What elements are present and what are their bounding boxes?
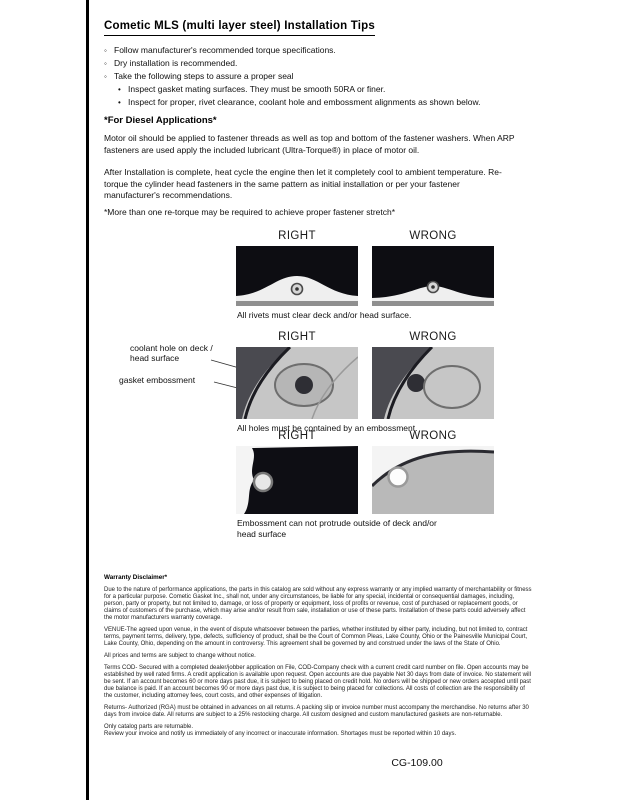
left-margin-rule [86, 0, 89, 800]
page-code: CG-109.00 [391, 757, 443, 769]
warranty-disclaimer-heading: Warranty Disclaimer* [104, 574, 168, 581]
bullet-text: Dry installation is recommended. [114, 58, 238, 68]
dot-bullet-icon: • [118, 98, 121, 107]
legal-paragraph: Review your invoice and notify us immediately of any incorrect or inaccurate information. Shortages must be reported within 10 days. [104, 731, 457, 737]
list-item [104, 70, 480, 83]
hole-not-contained-illustration [372, 347, 494, 419]
figure1-right-label: RIGHT [278, 230, 316, 242]
legal-paragraph: All prices and terms are subject to change without notice. [104, 653, 256, 659]
circle-bullet-icon: ◦ [104, 59, 107, 68]
figure2-wrong-image [372, 347, 494, 419]
figure3-wrong-label: WRONG [409, 430, 457, 442]
rivet-interference-illustration [372, 246, 494, 306]
bullet-text: Take the following steps to assure a proper seal [114, 71, 294, 81]
figure1-wrong-image [372, 246, 494, 306]
list-item [104, 44, 480, 57]
list-item [118, 96, 480, 109]
embossment-on-deck-illustration [236, 446, 358, 514]
gasket-embossment-callout: gasket embossment [119, 375, 196, 385]
legal-paragraph: Only catalog parts are returnable. [104, 724, 194, 730]
warranty-disclaimer-section [104, 574, 532, 743]
legal-paragraph: VENUE-The agreed upon venue, in the event of dispute whatsoever between the parties, whether instituted by either party, including, but not limited to, contract terms, payment terms, delivery, type, defects, sufficiency of product, shall be the Court of Common Pleas, Lake County, Ohio or the Painesville Municipal Court, Lake County, Ohio, depending on the amount in controversy. This agreement shall be governed by and construed under the laws of the State of Ohio. [104, 627, 528, 647]
figure2-right-image [236, 347, 358, 419]
figure3-wrong-image [372, 446, 494, 514]
legal-paragraph: Returns- Authorized (RGA) must be obtained in advances on all returns. A packing slip or invoice number must accompany the merchandise. No returns after 30 days from invoice date. All returns are subject to a 25% restocking charge. All custom designed and custom manufactured gaskets are non-returnable. [104, 705, 529, 718]
installation-tips-list [104, 44, 480, 109]
figure2-caption: All holes must be contained by an embossment. [237, 423, 418, 433]
figure3-caption: Embossment can not protrude outside of deck and/or head surface [237, 518, 437, 539]
figure1-right-image [236, 246, 358, 306]
diesel-applications-heading: *For Diesel Applications* [104, 115, 217, 126]
list-item [118, 83, 480, 96]
rivet-clear-illustration [236, 246, 358, 306]
hole-contained-illustration [236, 347, 358, 419]
page-title: Cometic MLS (multi layer steel) Installation Tips [104, 20, 375, 36]
figure2-wrong-label: WRONG [409, 331, 457, 343]
list-item [104, 57, 480, 70]
retorque-note: *More than one re-torque may be required to achieve proper fastener stretch* [104, 207, 396, 217]
diesel-paragraph-1: Motor oil should be applied to fastener threads as well as top and bottom of the fastener washers. When ARP fasteners are used apply the included lubricant (Ultra-Torque®) in place of motor oil. [104, 133, 515, 155]
dot-bullet-icon: • [118, 85, 121, 94]
circle-bullet-icon: ◦ [104, 46, 107, 55]
bullet-text: Inspect gasket mating surfaces. They must be smooth 50RA or finer. [128, 84, 386, 94]
circle-bullet-icon: ◦ [104, 72, 107, 81]
coolant-hole-callout: coolant hole on deck / head surface [130, 343, 213, 363]
embossment-protruding-illustration [372, 446, 494, 514]
diesel-paragraph-2: After Installation is complete, heat cycle the engine then let it completely cool to ambient temperature. Re-torque the cylinder head fasteners in the same pattern as initial installation or per your fastener manufacturer's recommendations. [104, 167, 502, 200]
figure1-caption: All rivets must clear deck and/or head surface. [237, 310, 412, 320]
figure3-right-label: RIGHT [278, 430, 316, 442]
figure2-right-label: RIGHT [278, 331, 316, 343]
legal-paragraph: Terms COD- Secured with a completed dealer/jobber application on File, COD-Company check with a current credit card number on file. Open accounts may be established by well rated firms. A credit application is available upon request. Open accounts are due payable Net 30 days from date of invoice. No statement will be sent. If an account becomes 60 or more days past due, it is subject to being placed on credit hold. No orders will be shipped or new orders accepted until past due balance is paid. If an account becomes 90 or more days past due, it is subject to being placed for collections. All costs of collection are the responsibility of the customer, including attorney fees, court costs, and other expenses of litigation. [104, 665, 531, 699]
bullet-text: Inspect for proper, rivet clearance, coolant hole and embossment alignments as shown below. [128, 97, 481, 107]
bullet-text: Follow manufacturer's recommended torque specifications. [114, 45, 336, 55]
figure1-wrong-label: WRONG [409, 230, 457, 242]
figure3-right-image [236, 446, 358, 514]
legal-paragraph: Due to the nature of performance applications, the parts in this catalog are sold without any express warranty or any implied warranty of merchantability or fitness for a particular purpose. Cometic Gasket Inc., shall not, under any circumstances, be liable for any special, incidental or consequential damages, including, person, party or property, but not limited to, damage, or loss of property or equipment, loss of profits or revenue, cost of purchased or replacement goods, or claims of customers of the purchase, which may arise and/or result from sale, installation or use of these parts. Installation of these parts could adversely affect the motor manufacturers warranty coverage. [104, 587, 532, 621]
